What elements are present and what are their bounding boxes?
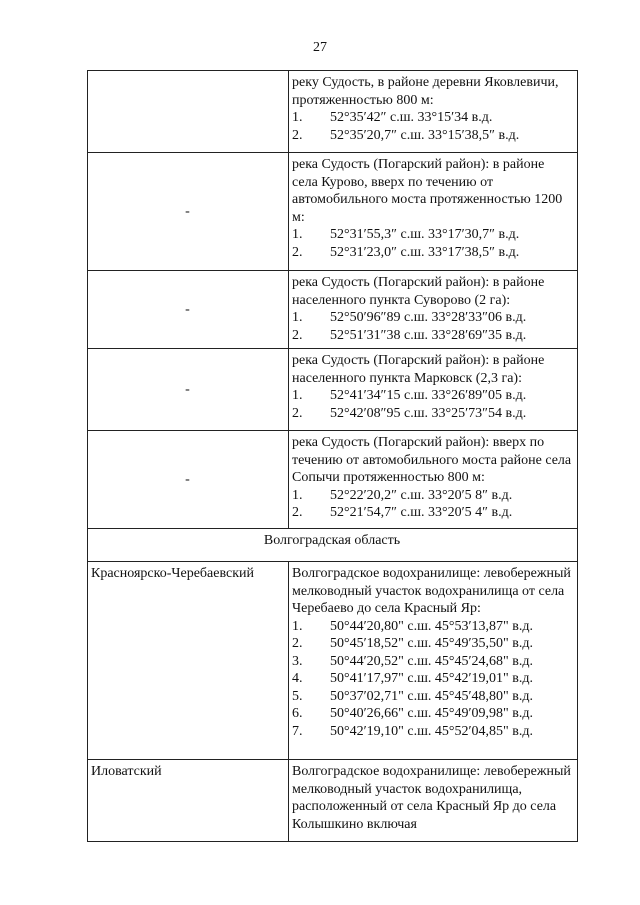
list-item [292,688,573,706]
point-coordinates: 52°50′96″89 с.ш. 33°28′33″06 в.д. [330,310,527,325]
area-description: река Судость (Погарский район): в районе села Курово, вверх по течению от автомобильного моста протяженностью 1200 м: [292,157,563,225]
district-name: Иловатский [91,764,162,779]
point-number: 2. [292,244,303,260]
table-cell-district [88,271,289,349]
table-row [88,271,578,349]
table-row [88,71,578,153]
district-dash: - [185,381,190,397]
list-item [292,653,573,671]
list-item [292,504,573,522]
list-item [292,387,573,405]
list-item [292,670,573,688]
point-coordinates: 50°44′20,80" с.ш. 45°53′13,87" в.д. [330,618,533,634]
list-item [292,705,573,723]
point-number: 1. [292,618,303,634]
table-row [88,529,578,562]
district-dash: - [185,203,190,219]
coordinate-list [292,109,573,144]
point-number: 2. [292,327,303,343]
area-description: Волгоградское водохранилище: левобережный мелководный участок водохранилища от села Черебаево до села Красный Яр: [292,566,571,616]
table-cell-description [289,349,578,431]
district-dash: - [185,301,190,317]
area-description: реку Судость, в районе деревни Яковлевичи, протяженностью 800 м: [292,75,559,108]
table-row [88,760,578,842]
point-coordinates: 52°35′42″ с.ш. 33°15′34 в.д. [330,110,493,125]
table-cell-district [88,153,289,271]
region-heading: Волгоградская область [88,529,578,562]
point-coordinates: 52°35′20,7″ с.ш. 33°15′38,5″ в.д. [330,127,520,143]
point-coordinates: 50°44′20,52" с.ш. 45°45′24,68" в.д. [330,653,533,669]
coordinate-list [292,387,573,422]
point-coordinates: 52°31′23,0″ с.ш. 33°17′38,5″ в.д. [330,244,520,260]
coordinate-list [292,487,573,522]
point-coordinates: 52°51′31″38 с.ш. 33°28′69″35 в.д. [330,327,527,343]
area-description: река Судость (Погарский район): в районе населенного пункта Марковск (2,3 га): [292,353,545,386]
point-number: 5. [292,688,303,704]
point-number: 1. [292,310,303,325]
point-number: 1. [292,487,303,503]
list-item [292,405,573,423]
point-coordinates: 50°45′18,52" с.ш. 45°49′35,50" в.д. [330,636,533,651]
table-cell-description [289,153,578,271]
point-number: 3. [292,653,303,669]
point-number: 2. [292,636,303,651]
point-coordinates: 52°21′54,7″ с.ш. 33°20′5 4″ в.д. [330,505,513,520]
area-description: река Судость (Погарский район): вверх по течению от автомобильного моста районе села Сопычи протяженностью 800 м: [292,435,572,485]
list-item [292,309,573,327]
coordinate-list [292,226,573,261]
point-coordinates: 52°22′20,2″ с.ш. 33°20′5 8″ в.д. [330,487,513,503]
coordinate-list [292,309,573,344]
table-row [88,562,578,760]
table-cell-district [88,349,289,431]
list-item [292,109,573,127]
list-item [292,226,573,244]
table-row [88,153,578,271]
point-coordinates: 50°42′19,10" с.ш. 45°52′04,85" в.д. [330,723,533,739]
point-number: 1. [292,227,303,242]
point-coordinates: 50°40′26,66" с.ш. 45°49′09,98" в.д. [330,706,533,721]
point-coordinates: 52°42′08″95 с.ш. 33°25′73″54 в.д. [330,405,527,421]
point-number: 2. [292,127,303,143]
list-item [292,618,573,636]
point-coordinates: 50°37′02,71" с.ш. 45°45′48,80" в.д. [330,688,533,704]
area-description: Волгоградское водохранилище: левобережный мелководный участок водохранилища, расположенный от села Красный Яр до села Колышкино включая [292,764,571,832]
point-number: 6. [292,706,303,721]
list-item [292,635,573,653]
point-coordinates: 52°41′34″15 с.ш. 33°26′89″05 в.д. [330,388,527,403]
table-row [88,431,578,529]
table-cell-description [289,760,578,842]
list-item [292,327,573,345]
table-cell-description [289,562,578,760]
district-name: Красноярско-Черебаевский [91,566,255,581]
list-item [292,723,573,741]
list-item [292,487,573,505]
table-cell-description [289,431,578,529]
table-cell-description [289,71,578,153]
table-cell-district [88,431,289,529]
list-item [292,244,573,262]
table-cell-district [88,71,289,153]
point-number: 1. [292,388,303,403]
table-cell-district [88,760,289,842]
point-number: 2. [292,505,303,520]
point-number: 1. [292,110,303,125]
point-number: 2. [292,405,303,421]
list-item [292,127,573,145]
point-number: 7. [292,723,303,739]
table-cell-district [88,562,289,760]
coordinate-list [292,618,573,741]
table-cell-description [289,271,578,349]
point-coordinates: 52°31′55,3″ с.ш. 33°17′30,7″ в.д. [330,227,520,242]
table-row [88,349,578,431]
page-number: 27 [313,40,327,55]
area-description: река Судость (Погарский район): в районе населенного пункта Суворово (2 га): [292,275,545,308]
district-dash: - [185,471,190,487]
fishing-areas-table [87,70,578,842]
point-number: 4. [292,671,303,686]
point-coordinates: 50°41′17,97" с.ш. 45°42′19,01" в.д. [330,671,533,686]
